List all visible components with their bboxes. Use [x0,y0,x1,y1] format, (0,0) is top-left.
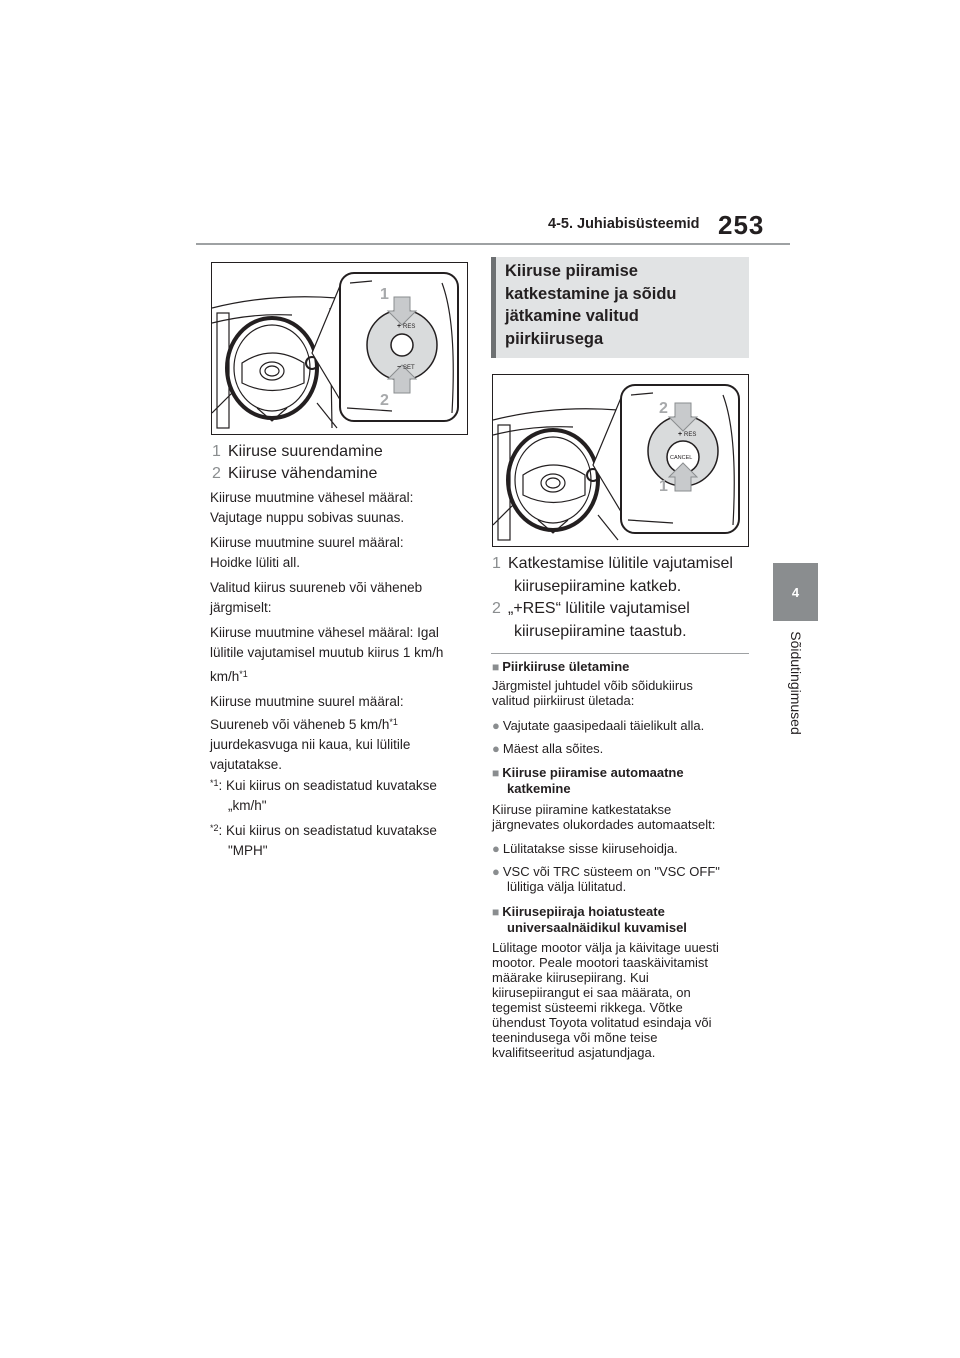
svg-text:+: + [397,323,402,330]
list-item: 2 „+RES“ lülitile vajutamisel kiirusepiiramine taastub. [492,600,690,640]
divider [491,653,749,654]
page-number: 253 [718,210,765,240]
paragraph: Kiiruse muutmine vähesel määral: Igal lülitile vajutamisel muutub kiirus 1 km/h $km/h^{*1}$ [210,625,444,684]
section-title: 4-5. Juhiabisüsteemid [548,216,700,232]
steering-wheel-illustration [212,263,467,434]
paragraph: Järgmistel juhtudel võib sõidukiirus valitud piirkiirust ületada: [492,678,693,708]
bullet-item: ● Vajutate gaasipedaali täielikult alla. [492,718,705,733]
paragraph: Valitud kiirus suureneb või väheneb järgmiselt: [210,580,423,615]
svg-text:−: − [397,364,402,371]
paragraph: Kiiruse muutmine suurel määral: Hoidke lüliti all. [210,535,404,570]
bullet-item: ● Lülitatakse sisse kiirusehoidja. [492,841,678,856]
set-label: SET [403,365,415,371]
svg-text:+: + [678,431,683,438]
footnote-2: $^{*2}$: Kui kiirus on seadistatud kuvatakse "MPH" [210,823,437,858]
chapter-label-wrap [756,608,836,758]
bullet-item: ● VSC või TRC süsteem on "VSC OFF" lülitiga välja lülitatud. [492,864,720,894]
paragraph: Kiiruse muutmine vähesel määral: Vajutage nuppu sobivas suunas. [210,490,414,525]
bullet-item: ● Mäest alla sõites. [492,741,604,756]
steering-wheel-illustration [493,375,748,546]
subsection-title: ■ Piirkiiruse ületamine [492,659,630,674]
chapter-label: Sõidutingimused [788,631,804,735]
callout-2: 2 [659,400,668,417]
res-label: RES [684,432,697,438]
paragraph: Kiiruse muutmine suurel määral: Suureneb või väheneb 5 $km/h^{*1}$ juurdekasvuga nii kaua, kui lülitile vajutatakse. [210,694,411,772]
cancel-label: CANCEL [670,455,693,461]
callout-2: 2 [380,392,389,409]
paragraph: Lülitage mootor välja ja käivitage uuesti mootor. Peale mootori taaskäivitamist määrake kiirusepiirang. Kui kiirusepiirangut ei saa määrata, on tegemist süsteemi rikkega. Võtke ühendust Toyota volitatud esindaja või teenindusega või mõne teise kvalifitseeritud asjatundjaga. [492,940,719,1060]
callout-1: 1 [659,478,668,495]
header-rule [196,243,790,245]
section-heading-box: Kiiruse piiramise katkestamine ja sõidu jätkamine valitud piirkiirusega [491,257,749,358]
subsection-title: ■ Kiiruse piiramise automaatne katkemine [492,765,684,796]
list-item: 1 Kiiruse suurendamine [212,443,383,460]
steering-switch-figure-1 [211,262,468,435]
paragraph: Kiiruse piiramine katkestatakse järgnevates olukordades automaatselt: [492,802,716,832]
chapter-number: 4 [791,584,800,600]
res-label: RES [403,324,416,330]
callout-1: 1 [380,286,389,303]
footnote-1: $^{*1}$: Kui kiirus on seadistatud kuvatakse „km/h" [210,778,437,813]
list-item: 2 Kiiruse vähendamine [212,465,378,482]
subsection-title: ■ Kiirusepiiraja hoiatusteate universaalnäidikul kuvamisel [492,904,687,935]
steering-switch-figure-2 [492,374,749,547]
list-item: 1 Katkestamise lülitile vajutamisel kiirusepiiramine katkeb. [492,555,733,595]
